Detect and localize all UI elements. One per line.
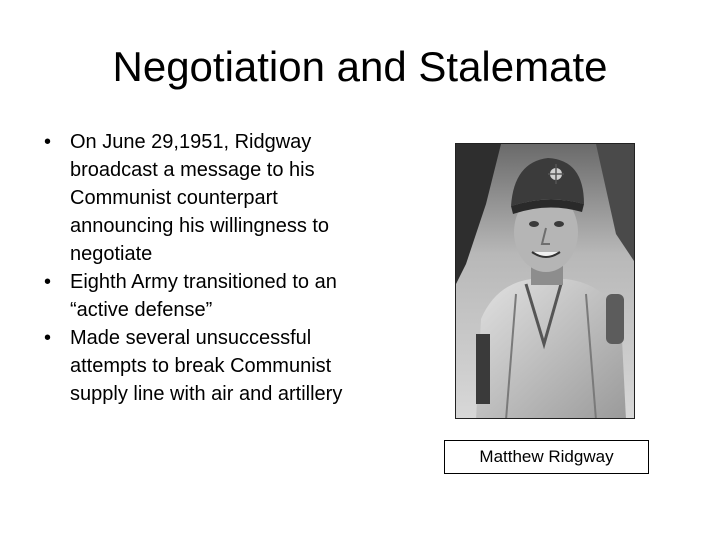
portrait-photo: [455, 143, 635, 419]
bullet-item: • Made several unsuccessful attempts to break Communist supply line with air and artillery: [44, 324, 364, 408]
slide-title: Negotiation and Stalemate: [112, 43, 608, 90]
photo-caption: Matthew Ridgway: [444, 440, 649, 474]
bullet-item: • On June 29,1951, Ridgway broadcast a message to his Communist counterpart announcing his willingness to negotiate: [44, 128, 364, 268]
bullet-list: [44, 128, 364, 408]
bullet-item: • Eighth Army transitioned to an “active defense”: [44, 268, 364, 324]
